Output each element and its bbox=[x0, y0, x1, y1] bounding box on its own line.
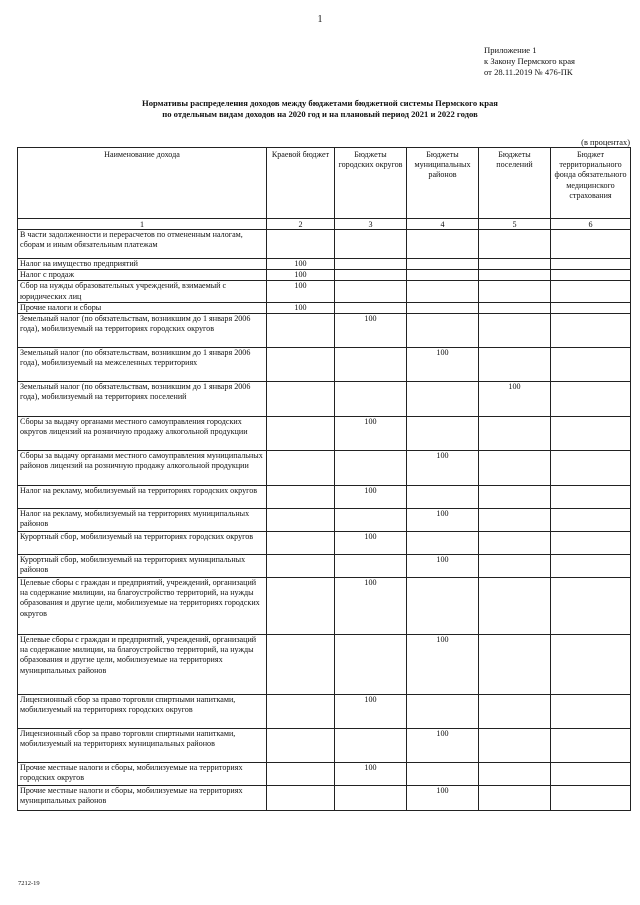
norm-value-cell bbox=[407, 486, 479, 509]
income-name-cell: В части задолженности и перерасчетов по отмененным налогам, сборам и иным обязательным платежам bbox=[18, 230, 267, 259]
norm-value-cell: 100 bbox=[407, 786, 479, 811]
norm-value-cell: 100 bbox=[335, 578, 407, 635]
norm-value-cell bbox=[551, 763, 631, 786]
header-settlements: Бюджеты поселений bbox=[479, 148, 551, 219]
norm-value-cell: 100 bbox=[335, 763, 407, 786]
table-row bbox=[18, 555, 631, 578]
appendix-line-1: Приложение 1 bbox=[484, 45, 537, 55]
norm-value-cell bbox=[267, 729, 335, 763]
norm-value-cell: 100 bbox=[407, 555, 479, 578]
table-row bbox=[18, 302, 631, 313]
table-row bbox=[18, 635, 631, 695]
norm-value-cell bbox=[267, 417, 335, 451]
income-name-cell: Прочие местные налоги и сборы, мобилизуемые на территориях городских округов bbox=[18, 763, 267, 786]
norms-table bbox=[17, 147, 631, 811]
norm-value-cell bbox=[479, 281, 551, 302]
norm-value-cell bbox=[407, 281, 479, 302]
norm-value-cell bbox=[479, 635, 551, 695]
norm-value-cell: 100 bbox=[335, 532, 407, 555]
norm-value-cell bbox=[551, 259, 631, 270]
income-name-cell: Налог с продаж bbox=[18, 270, 267, 281]
norm-value-cell bbox=[407, 382, 479, 417]
norm-value-cell bbox=[479, 555, 551, 578]
norm-value-cell: 100 bbox=[335, 314, 407, 348]
norm-value-cell bbox=[551, 729, 631, 763]
unit-note: (в процентах) bbox=[581, 138, 630, 147]
income-name-cell: Целевые сборы с граждан и предприятий, учреждений, организаций на содержание милиции, на благоустройство территорий, на нужды образования и другие цели, мобилизуемые на территориях городских округов bbox=[18, 578, 267, 635]
income-name-cell: Лицензионный сбор за право торговли спиртными напитками, мобилизуемый на территориях муниципальных районов bbox=[18, 729, 267, 763]
income-name-cell: Курортный сбор, мобилизуемый на территориях городских округов bbox=[18, 532, 267, 555]
norm-value-cell bbox=[267, 314, 335, 348]
norm-value-cell: 100 bbox=[407, 729, 479, 763]
table-row bbox=[18, 763, 631, 786]
norm-value-cell bbox=[479, 314, 551, 348]
norm-value-cell bbox=[551, 451, 631, 486]
norm-value-cell: 100 bbox=[267, 281, 335, 302]
norm-value-cell bbox=[551, 281, 631, 302]
table-row bbox=[18, 532, 631, 555]
table-row bbox=[18, 417, 631, 451]
header-municipal-districts: Бюджеты муниципальных районов bbox=[407, 148, 479, 219]
norm-value-cell bbox=[335, 451, 407, 486]
norm-value-cell bbox=[551, 786, 631, 811]
title-line-1: Нормативы распределения доходов между бюджетами бюджетной системы Пермского края bbox=[142, 98, 498, 108]
norm-value-cell bbox=[551, 509, 631, 532]
norm-value-cell bbox=[335, 382, 407, 417]
header-medical-insurance-fund: Бюджет территориального фонда обязательного медицинского страхования bbox=[551, 148, 631, 219]
income-name-cell: Сбор на нужды образовательных учреждений, взимаемый с юридических лиц bbox=[18, 281, 267, 302]
norm-value-cell: 100 bbox=[407, 451, 479, 486]
norm-value-cell: 100 bbox=[407, 635, 479, 695]
norm-value-cell bbox=[479, 259, 551, 270]
norm-value-cell bbox=[267, 532, 335, 555]
norm-value-cell bbox=[551, 230, 631, 259]
footer-code: 7212-19 bbox=[18, 880, 40, 887]
norm-value-cell bbox=[267, 509, 335, 532]
norm-value-cell bbox=[407, 314, 479, 348]
norm-value-cell bbox=[479, 763, 551, 786]
norm-value-cell bbox=[267, 695, 335, 729]
norm-value-cell bbox=[407, 532, 479, 555]
norm-value-cell: 100 bbox=[335, 417, 407, 451]
header-row bbox=[18, 148, 631, 219]
header-city-districts: Бюджеты городских округов bbox=[335, 148, 407, 219]
norm-value-cell bbox=[479, 270, 551, 281]
norm-value-cell bbox=[551, 555, 631, 578]
norm-value-cell bbox=[479, 729, 551, 763]
norm-value-cell bbox=[407, 417, 479, 451]
table-row bbox=[18, 578, 631, 635]
table-row bbox=[18, 281, 631, 302]
income-name-cell: Целевые сборы с граждан и предприятий, учреждений, организаций на содержание милиции, на благоустройство территорий, на нужды образования и другие цели, мобилизуемые на территориях муниципальных районов bbox=[18, 635, 267, 695]
norm-value-cell bbox=[335, 230, 407, 259]
norm-value-cell bbox=[335, 555, 407, 578]
norm-value-cell bbox=[335, 635, 407, 695]
norm-value-cell bbox=[335, 786, 407, 811]
norm-value-cell bbox=[479, 451, 551, 486]
norm-value-cell bbox=[551, 348, 631, 382]
income-name-cell: Налог на имущество предприятий bbox=[18, 259, 267, 270]
income-name-cell: Лицензионный сбор за право торговли спиртными напитками, мобилизуемый на территориях городских округов bbox=[18, 695, 267, 729]
norm-value-cell bbox=[335, 259, 407, 270]
norm-value-cell: 100 bbox=[267, 270, 335, 281]
column-number: 4 bbox=[407, 219, 479, 230]
table-row bbox=[18, 382, 631, 417]
title-line-2: по отдельным видам доходов на 2020 год и на плановый период 2021 и 2022 годов bbox=[162, 109, 478, 119]
norm-value-cell bbox=[335, 509, 407, 532]
income-name-cell: Сборы за выдачу органами местного самоуправления муниципальных районов лицензий на розничную продажу алкогольной продукции bbox=[18, 451, 267, 486]
table-row bbox=[18, 486, 631, 509]
norm-value-cell bbox=[551, 486, 631, 509]
income-name-cell: Земельный налог (по обязательствам, возникшим до 1 января 2006 года), мобилизуемый на межселенных территориях bbox=[18, 348, 267, 382]
norm-value-cell bbox=[267, 763, 335, 786]
norm-value-cell: 100 bbox=[335, 486, 407, 509]
header-income-name: Наименование дохода bbox=[18, 148, 267, 219]
column-number: 3 bbox=[335, 219, 407, 230]
column-number: 2 bbox=[267, 219, 335, 230]
norm-value-cell bbox=[479, 786, 551, 811]
norm-value-cell: 100 bbox=[335, 695, 407, 729]
page-number: 1 bbox=[317, 14, 323, 25]
norm-value-cell bbox=[335, 281, 407, 302]
income-name-cell: Курортный сбор, мобилизуемый на территориях муниципальных районов bbox=[18, 555, 267, 578]
norm-value-cell bbox=[479, 348, 551, 382]
norm-value-cell bbox=[407, 578, 479, 635]
table-row bbox=[18, 451, 631, 486]
norm-value-cell bbox=[407, 695, 479, 729]
table-row bbox=[18, 509, 631, 532]
norm-value-cell bbox=[335, 348, 407, 382]
norm-value-cell bbox=[551, 270, 631, 281]
document-title bbox=[0, 98, 640, 120]
norm-value-cell bbox=[551, 314, 631, 348]
norm-value-cell bbox=[479, 532, 551, 555]
norm-value-cell bbox=[407, 270, 479, 281]
norm-value-cell bbox=[551, 302, 631, 313]
norm-value-cell bbox=[479, 230, 551, 259]
norm-value-cell bbox=[551, 695, 631, 729]
norm-value-cell bbox=[407, 230, 479, 259]
column-number: 1 bbox=[18, 219, 267, 230]
norm-value-cell bbox=[335, 729, 407, 763]
table-row bbox=[18, 729, 631, 763]
income-name-cell: Сборы за выдачу органами местного самоуправления городских округов лицензий на розничную продажу алкогольной продукции bbox=[18, 417, 267, 451]
norm-value-cell bbox=[407, 302, 479, 313]
appendix-line-2: к Закону Пермского края bbox=[484, 56, 575, 66]
norm-value-cell bbox=[551, 635, 631, 695]
norm-value-cell bbox=[479, 695, 551, 729]
norm-value-cell bbox=[267, 451, 335, 486]
norm-value-cell bbox=[551, 382, 631, 417]
norm-value-cell: 100 bbox=[407, 348, 479, 382]
income-name-cell: Земельный налог (по обязательствам, возникшим до 1 января 2006 года), мобилизуемый на территориях поселений bbox=[18, 382, 267, 417]
income-name-cell: Прочие налоги и сборы bbox=[18, 302, 267, 313]
table-row bbox=[18, 695, 631, 729]
table-row bbox=[18, 348, 631, 382]
norm-value-cell bbox=[267, 635, 335, 695]
norm-value-cell bbox=[551, 532, 631, 555]
norm-value-cell bbox=[267, 382, 335, 417]
appendix-block bbox=[484, 45, 575, 78]
income-name-cell: Прочие местные налоги и сборы, мобилизуемые на территориях муниципальных районов bbox=[18, 786, 267, 811]
norm-value-cell bbox=[551, 578, 631, 635]
header-regional-budget: Краевой бюджет bbox=[267, 148, 335, 219]
norm-value-cell: 100 bbox=[267, 302, 335, 313]
norm-value-cell bbox=[407, 763, 479, 786]
norm-value-cell bbox=[407, 259, 479, 270]
norm-value-cell bbox=[267, 348, 335, 382]
column-number: 5 bbox=[479, 219, 551, 230]
norm-value-cell: 100 bbox=[407, 509, 479, 532]
table-row bbox=[18, 314, 631, 348]
table-row bbox=[18, 270, 631, 281]
norm-value-cell bbox=[479, 578, 551, 635]
income-name-cell: Налог на рекламу, мобилизуемый на территориях муниципальных районов bbox=[18, 509, 267, 532]
table-row bbox=[18, 259, 631, 270]
norm-value-cell bbox=[479, 302, 551, 313]
column-number-row bbox=[18, 219, 631, 230]
table-row bbox=[18, 230, 631, 259]
norm-value-cell: 100 bbox=[267, 259, 335, 270]
norm-value-cell bbox=[479, 486, 551, 509]
norm-value-cell bbox=[335, 302, 407, 313]
appendix-line-3: от 28.11.2019 № 476-ПК bbox=[484, 67, 573, 77]
column-number: 6 bbox=[551, 219, 631, 230]
income-name-cell: Земельный налог (по обязательствам, возникшим до 1 января 2006 года), мобилизуемый на территориях городских округов bbox=[18, 314, 267, 348]
table-row bbox=[18, 786, 631, 811]
income-name-cell: Налог на рекламу, мобилизуемый на территориях городских округов bbox=[18, 486, 267, 509]
norm-value-cell bbox=[267, 486, 335, 509]
norm-value-cell bbox=[335, 270, 407, 281]
norm-value-cell bbox=[267, 786, 335, 811]
norm-value-cell bbox=[479, 417, 551, 451]
norm-value-cell bbox=[479, 509, 551, 532]
norm-value-cell bbox=[267, 230, 335, 259]
norm-value-cell bbox=[551, 417, 631, 451]
norm-value-cell bbox=[267, 578, 335, 635]
norm-value-cell bbox=[267, 555, 335, 578]
norm-value-cell: 100 bbox=[479, 382, 551, 417]
